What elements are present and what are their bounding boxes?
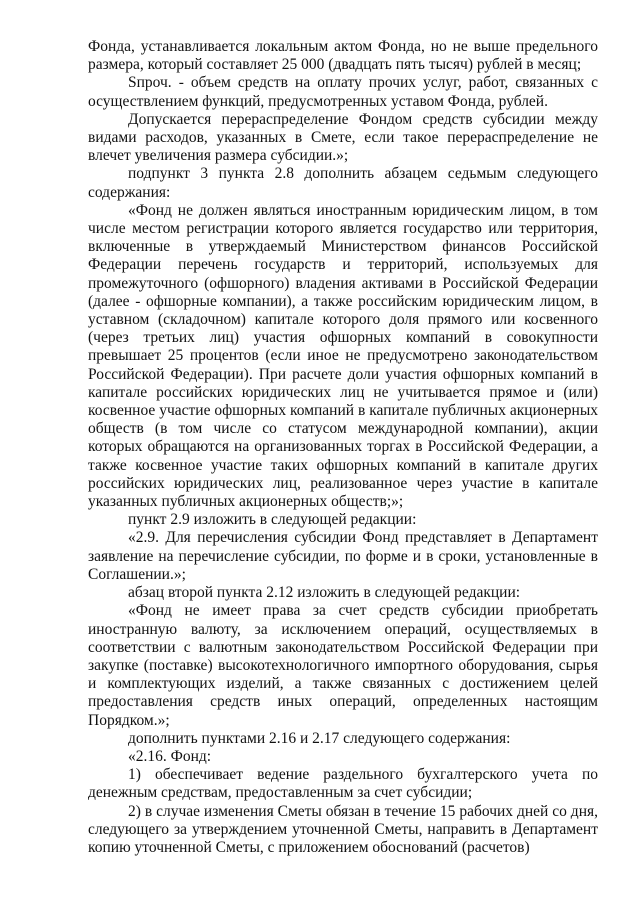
paragraph-2: Sпроч. - объем средств на оплату прочих услуг, работ, связанных с осуществлением функций, предусмотренных уставом Фонда, рублей. (88, 74, 598, 110)
paragraph-4: подпункт 3 пункта 2.8 дополнить абзацем седьмым следующего содержания: (88, 165, 598, 201)
paragraph-1: Фонда, устанавливается локальным актом Фонда, но не выше предельного размера, который составляет 25 000 (двадцать пять тысяч) рублей в месяц; (88, 38, 598, 74)
paragraph-3: Допускается перераспределение Фондом средств субсидии между видами расходов, указанных в Смете, если такое перераспределение не влечет увеличения размера субсидии.»; (88, 110, 598, 165)
paragraph-7: «2.9. Для перечисления субсидии Фонд представляет в Департамент заявление на перечисление субсидии, по форме и в сроки, установленные в Соглашении.»; (88, 529, 598, 583)
paragraph-9: «Фонд не имеет права за счет средств субсидии приобретать иностранную валюту, за исключением операций, осуществляемых в соответствии с валютным законодательством Российской Федерации при закупке (поставке) высокотехнологичного импортного оборудования, сырья и комплектующих изделий, а также связанных с достижением целей предоставления средств иных операций, определенных настоящим Порядком.»; (88, 602, 598, 729)
paragraph-13: 2) в случае изменения Сметы обязан в течение 15 рабочих дней со дня, следующего за утверждением уточненной Сметы, направить в Департамент копию уточненной Сметы, с приложением обоснований (расчетов) (88, 802, 598, 856)
paragraph-6: пункт 2.9 изложить в следующей редакции: (128, 511, 417, 529)
paragraph-12: 1) обеспечивает ведение раздельного бухгалтерского учета по денежным средствам, предоставленным за счет субсидии; (88, 766, 598, 802)
paragraph-10: дополнить пунктами 2.16 и 2.17 следующего содержания: (128, 729, 511, 747)
paragraph-11: «2.16. Фонд: (128, 747, 212, 765)
paragraph-8: абзац второй пункта 2.12 изложить в следующей редакции: (128, 584, 521, 602)
document-page (88, 38, 598, 857)
paragraph-5: «Фонд не должен являться иностранным юридическим лицом, в том числе местом регистрации которого является государство или территория, включенные в утверждаемый Министерством финансов Российской Федерации перечень государств и территорий, используемых для промежуточного (офшорного) владения активами в Российской Федерации (далее - офшорные компании), а также российским юридическим лицом, в уставном (складочном) капитале которого доля прямого или косвенного (через третьих лиц) участия офшорных компаний в совокупности превышает 25 процентов (если иное не предусмотрено законодательством Российской Федерации). При расчете доли участия офшорных компаний в капитале российских юридических лиц не учитывается прямое и (или) косвенное участие офшорных компаний в капитале публичных акционерных обществ (в том числе со статусом международной компании), акции которых обращаются на организованных торгах в Российской Федерации, а также косвенное участие таких офшорных компаний в капитале других российских юридических лиц, реализованное через участие в капитале указанных публичных акционерных обществ;»; (88, 201, 598, 511)
